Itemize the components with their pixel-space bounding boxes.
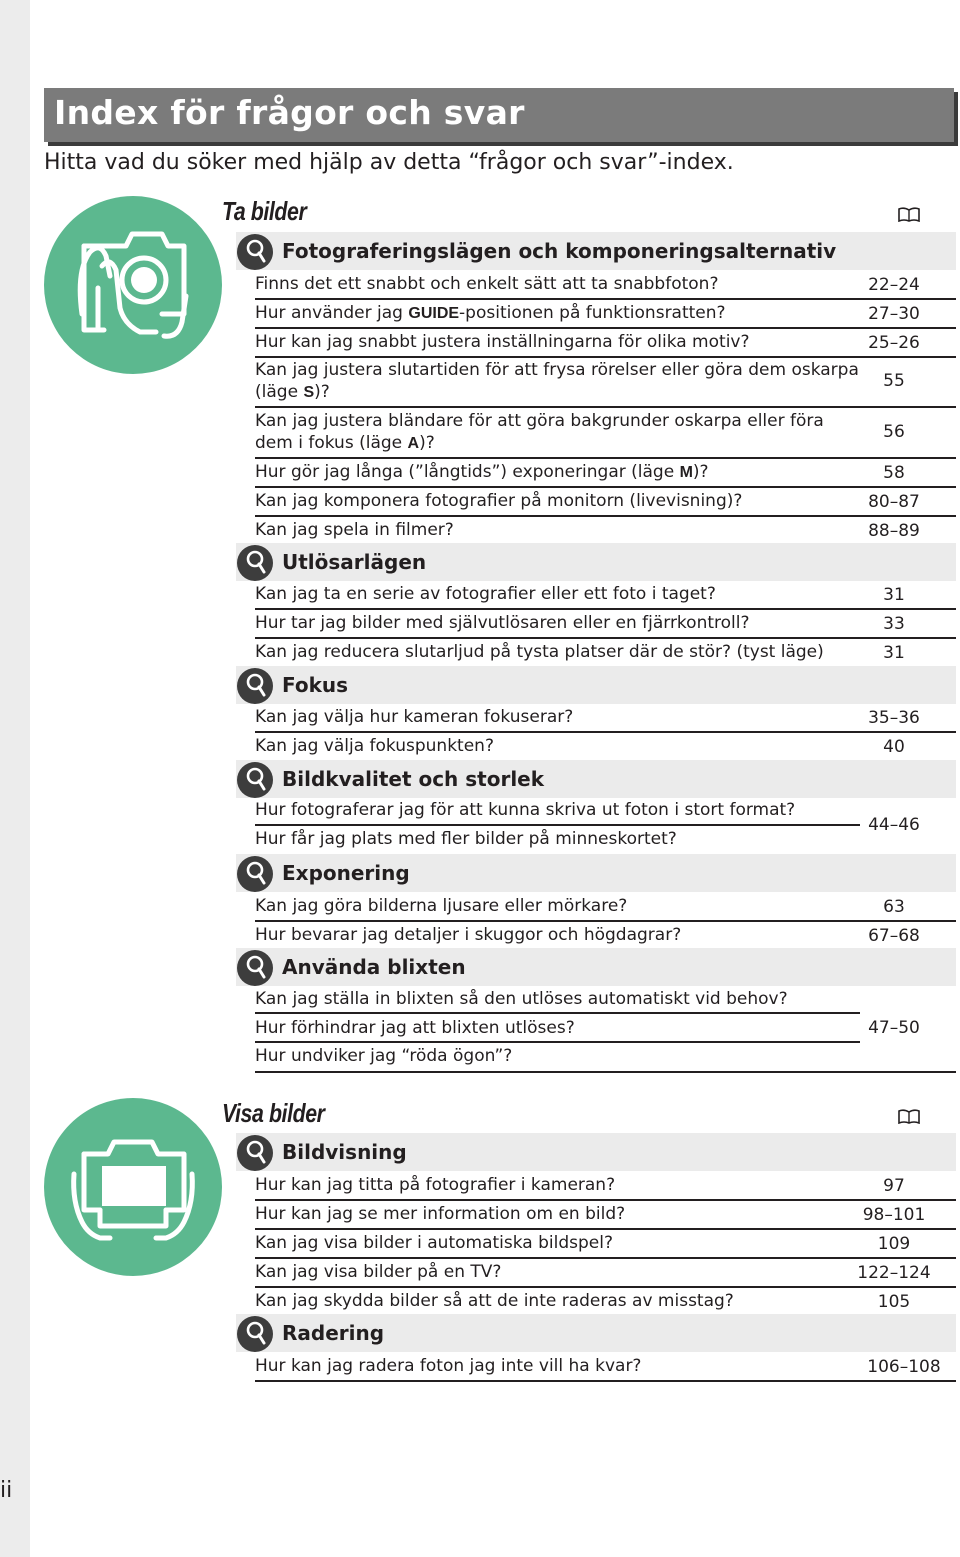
question-row[interactable] — [255, 517, 956, 542]
category-fotograferingslagen — [236, 232, 956, 270]
question-text: Hur gör jag långa (”långtids”) exponeringar (läge M)? — [255, 462, 709, 482]
page-ref: 56 — [883, 422, 905, 442]
question-row[interactable] — [255, 459, 956, 488]
page-number: ii — [0, 1478, 13, 1503]
question-text: Kan jag reducera slutarljud på tysta platser där de stör? (tyst läge) — [255, 642, 824, 662]
category-label: Bildkvalitet och storlek — [282, 767, 545, 791]
book-icon — [898, 206, 920, 222]
page-ref: 44–46 — [868, 815, 920, 835]
section-header-ta-bilder — [222, 196, 956, 232]
page-ref: 58 — [883, 463, 905, 483]
question-group — [255, 986, 956, 1073]
magnifier-icon — [236, 544, 274, 582]
category-bildvisning — [236, 1133, 956, 1171]
question-text: Hur tar jag bilder med självutlösaren eller en fjärrkontroll? — [255, 613, 750, 633]
question-text: Kan jag skydda bilder så att de inte raderas av misstag? — [255, 1291, 734, 1311]
question-text: Kan jag justera bländare för att göra bakgrunder oskarpa eller föra dem i fokus (läge A)? — [255, 411, 824, 453]
page-ref: 63 — [883, 897, 905, 917]
question-text: Kan jag välja fokuspunkten? — [255, 736, 494, 756]
question-row[interactable] — [255, 408, 956, 459]
section-title: Visa bilder — [222, 1098, 325, 1128]
page-ref: 35–36 — [868, 708, 920, 728]
page-ref: 40 — [883, 737, 905, 757]
page-ref: 25–26 — [868, 333, 920, 353]
page-ref: 33 — [883, 614, 905, 634]
question-text: Hur kan jag snabbt justera inställningarna för olika motiv? — [255, 332, 750, 352]
title-bar — [44, 88, 954, 142]
question-text: Kan jag visa bilder i automatiska bildspel? — [255, 1233, 613, 1253]
category-anvanda-blixten — [236, 948, 956, 986]
question-text[interactable]: Hur får jag plats med fler bilder på minneskortet? — [255, 829, 677, 849]
page-ref: 109 — [877, 1234, 911, 1254]
question-row[interactable] — [255, 1353, 956, 1382]
question-row[interactable] — [255, 639, 956, 666]
category-exponering — [236, 854, 956, 892]
question-text: Hur använder jag GUIDE-positionen på funktionsratten? — [255, 303, 726, 323]
question-text: Hur bevarar jag detaljer i skuggor och högdagrar? — [255, 925, 682, 945]
page-ref: 55 — [883, 371, 905, 391]
book-icon — [898, 1108, 920, 1124]
mode-s-key: S — [303, 384, 315, 401]
category-fokus — [236, 666, 956, 704]
question-text: Kan jag ta en serie av fotografier eller ett foto i taget? — [255, 584, 716, 604]
side-strip — [0, 0, 30, 1557]
question-text: Hur kan jag titta på fotografier i kameran? — [255, 1175, 616, 1195]
magnifier-icon — [236, 1134, 274, 1172]
category-label: Bildvisning — [282, 1140, 407, 1164]
question-row[interactable] — [255, 328, 956, 358]
category-utlosarlagen — [236, 543, 956, 581]
page-ref: 27–30 — [868, 304, 920, 324]
mode-a-key: A — [407, 435, 420, 452]
page-ref: 80–87 — [868, 492, 920, 512]
camera-hands-icon — [44, 196, 222, 374]
magnifier-icon — [236, 761, 274, 799]
question-row[interactable] — [255, 1172, 956, 1201]
category-bildkvalitet — [236, 760, 956, 798]
question-text[interactable]: Hur fotograferar jag för att kunna skriva ut foton i stort format? — [255, 800, 796, 820]
question-row[interactable] — [255, 1259, 956, 1288]
question-row[interactable] — [255, 270, 956, 300]
question-text: Hur kan jag se mer information om en bild? — [255, 1204, 626, 1224]
question-text[interactable]: Hur undviker jag “röda ögon”? — [255, 1046, 513, 1066]
question-row[interactable] — [255, 1288, 956, 1314]
intro-text: Hitta vad du söker med hjälp av detta “frågor och svar”-index. — [44, 150, 734, 175]
question-text: Kan jag justera slutartiden för att frysa rörelser eller göra dem oskarpa (läge S)? — [255, 360, 859, 402]
question-text: Kan jag göra bilderna ljusare eller mörkare? — [255, 896, 628, 916]
question-group — [255, 796, 956, 853]
question-row[interactable] — [255, 610, 956, 639]
page-ref: 105 — [877, 1292, 911, 1312]
question-text: Finns det ett snabbt och enkelt sätt att ta snabbfoton? — [255, 274, 719, 294]
mode-m-key: M — [679, 464, 693, 481]
page-ref: 22–24 — [868, 275, 920, 295]
page-ref: 31 — [883, 585, 905, 605]
question-row[interactable] — [255, 357, 956, 408]
page-ref: 97 — [883, 1176, 905, 1196]
question-row[interactable] — [255, 893, 956, 922]
question-row[interactable] — [255, 581, 956, 610]
section-title: Ta bilder — [222, 196, 307, 226]
section-header-visa-bilder — [222, 1098, 956, 1134]
page-ref: 67–68 — [868, 926, 920, 946]
magnifier-icon — [236, 855, 274, 893]
question-row[interactable] — [255, 922, 956, 948]
category-label: Fokus — [282, 673, 349, 697]
question-text: Kan jag komponera fotografier på monitorn (livevisning)? — [255, 491, 743, 511]
magnifier-icon — [236, 667, 274, 705]
page-ref: 88–89 — [868, 521, 920, 541]
page-title: Index för frågor och svar — [54, 93, 525, 132]
question-row[interactable] — [255, 704, 956, 733]
question-text: Hur kan jag radera foton jag inte vill ha kvar? — [255, 1356, 642, 1376]
category-radering — [236, 1314, 956, 1352]
question-row[interactable] — [255, 488, 956, 517]
question-row[interactable] — [255, 1201, 956, 1230]
page-ref: 47–50 — [868, 1018, 920, 1038]
camera-back-icon — [44, 1098, 222, 1276]
guide-key: GUIDE — [408, 305, 460, 322]
question-text[interactable]: Kan jag ställa in blixten så den utlöses automatiskt vid behov? — [255, 989, 788, 1009]
page-ref: 106–108 — [867, 1357, 941, 1377]
magnifier-icon — [236, 949, 274, 987]
category-label: Radering — [282, 1321, 385, 1345]
page-ref: 98–101 — [862, 1205, 926, 1225]
page-ref: 122–124 — [857, 1263, 931, 1283]
question-row[interactable] — [255, 1230, 956, 1259]
page-ref: 31 — [883, 643, 905, 663]
question-text: Kan jag spela in filmer? — [255, 520, 454, 540]
magnifier-icon — [236, 233, 274, 271]
category-label: Exponering — [282, 861, 410, 885]
question-text: Kan jag välja hur kameran fokuserar? — [255, 707, 574, 727]
question-text: Kan jag visa bilder på en TV? — [255, 1262, 502, 1282]
question-row[interactable] — [255, 733, 956, 760]
question-row[interactable] — [255, 299, 956, 329]
category-label: Fotograferingslägen och komponeringsalternativ — [282, 239, 837, 263]
question-text[interactable]: Hur förhindrar jag att blixten utlöses? — [255, 1018, 575, 1038]
category-label: Använda blixten — [282, 955, 466, 979]
magnifier-icon — [236, 1315, 274, 1353]
category-label: Utlösarlägen — [282, 550, 427, 574]
